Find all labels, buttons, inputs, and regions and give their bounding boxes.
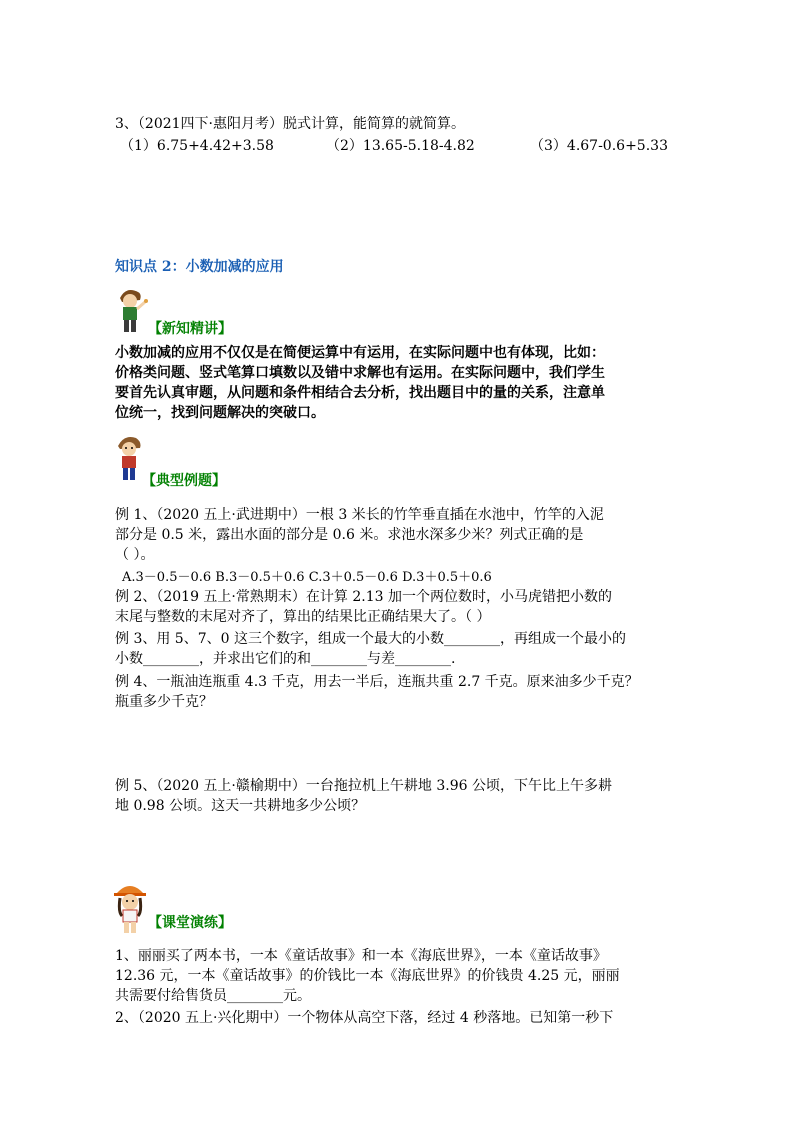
example-1-line: （ ）。 [115,547,155,563]
xinzhi-paragraph [115,343,683,423]
practice-2-line: 2、（2020 五上·兴化期中）一个物体从高空下落，经过 4 秒落地。已知第一秒下 [115,1010,614,1026]
example-3-line: 例 3、用 5、7、0 这三个数字，组成一个最大的小数________，再组成一个最小的 [115,631,626,647]
practice-1-line: 12.36 元，一本《童话故事》的价钱比一本《海底世界》的价钱贵 4.25 元，丽丽 [115,968,620,984]
example-2-line: 末尾与整数的末尾对齐了，算出的结果比正确结果大了。（ ） [115,609,491,625]
example-5 [115,776,683,816]
example-5-line: 地 0.98 公顷。这天一共耕地多少公顷？ [115,798,366,814]
example-4-line: 例 4、一瓶油连瓶重 4.3 千克，用去一半后，连瓶共重 2.7 千克。原来油多少千克？ [115,674,639,690]
ketang-tag: 【课堂演练】 [148,915,232,931]
example-1-line: 例 1、（2020 五上·武进期中）一根 3 米长的竹竿垂直插在水池中，竹竿的入泥 [115,507,604,523]
xinzhi-tag: 【新知精讲】 [148,321,232,337]
example-3-line: 小数________，并求出它们的和________与差________. [115,651,456,667]
boy-illustration-icon [112,286,150,336]
xinzhi-line: 位统一，找到问题解决的突破口。 [115,405,325,421]
practice-2 [115,1008,683,1028]
girl-illustration-icon [110,878,150,936]
example-4-line: 瓶重多少千克？ [115,694,213,710]
xinzhi-line: 小数加减的应用不仅仅是在简便运算中有运用，在实际问题中也有体现，比如： [115,345,605,361]
example-3 [115,629,683,669]
q3-item-3: （3）4.67-0.6+5.33 [530,138,668,154]
practice-1-line: 共需要付给售货员________元。 [115,988,311,1004]
example-2 [115,587,683,627]
student-illustration-icon [112,434,146,484]
q3-item-1: （1）6.75+4.42+3.58 [120,138,274,154]
example-1-line: 部分是 0.5 米，露出水面的部分是 0.6 米。求池水深多少米？列式正确的是 [115,527,584,543]
xinzhi-line: 价格类问题、竖式笔算口填数以及错中求解也有运用。在实际问题中，我们学生 [115,365,605,381]
example-1-options: A.3－0.5－0.6 B.3－0.5＋0.6 C.3＋0.5－0.6 D.3＋0.5＋0.6 [122,570,492,585]
q3-title: 3、（2021四下·惠阳月考）脱式计算，能简算的就简算。 [115,116,465,132]
dianxing-tag: 【典型例题】 [142,473,226,489]
practice-1 [115,946,683,1006]
example-2-line: 例 2、（2019 五上·常熟期末）在计算 2.13 加一个两位数时，小马虎错把小数的 [115,589,612,605]
example-5-line: 例 5、（2020 五上·赣榆期中）一台拖拉机上午耕地 3.96 公顷，下午比上午多耕 [115,778,612,794]
section-heading: 知识点 2：小数加减的应用 [115,259,284,275]
practice-1-line: 1、丽丽买了两本书，一本《童话故事》和一本《海底世界》，一本《童话故事》 [115,948,607,964]
xinzhi-line: 要首先认真审题，从问题和条件相结合去分析，找出题目中的量的关系，注意单 [115,385,605,401]
example-4 [115,672,683,712]
q3-item-2: （2）13.65-5.18-4.82 [326,138,475,154]
example-1 [115,505,683,565]
